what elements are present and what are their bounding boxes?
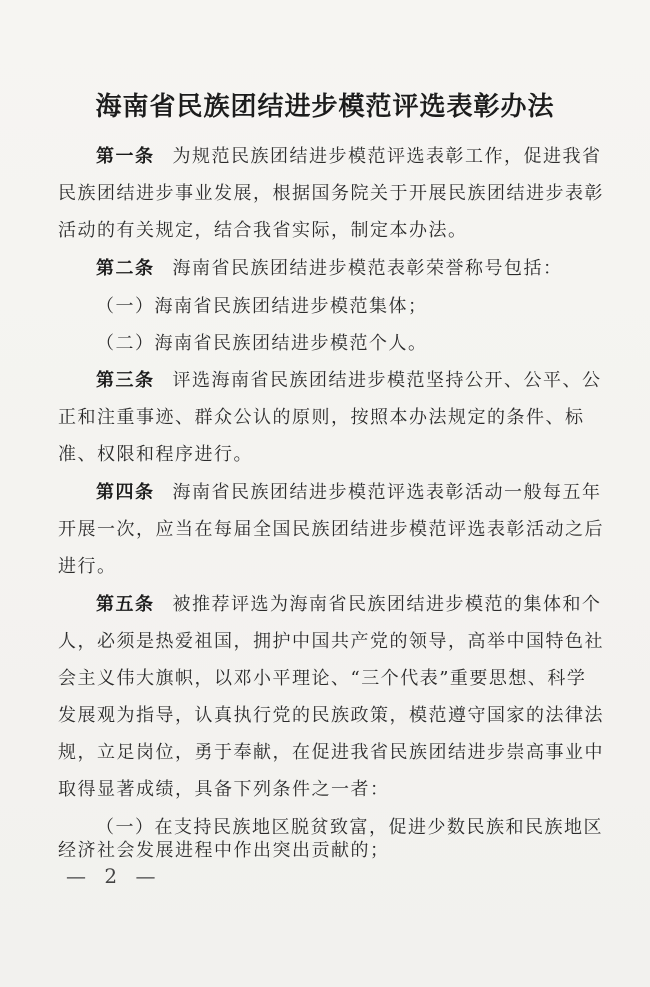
article-1-line-3: 活动的有关规定，结合我省实际，制定本办法。 — [58, 220, 468, 241]
page-number: — 2 — — [66, 864, 162, 888]
document-title: 海南省民族团结进步模范评选表彰办法 — [95, 92, 555, 122]
article-5-item-1-line-2: 经济社会发展进程中作出突出贡献的； — [58, 840, 390, 861]
article-2-heading: 第二条 — [96, 258, 155, 279]
article-4-line-1 — [96, 482, 636, 504]
article-1-line-2: 民族团结进步事业发展，根据国务院关于开展民族团结进步表彰 — [58, 183, 604, 204]
article-5-line-6: 取得显著成绩，具备下列条件之一者： — [58, 779, 390, 800]
article-5-heading: 第五条 — [96, 594, 155, 615]
article-4-text: 海南省民族团结进步模范评选表彰活动一般每五年 — [172, 482, 602, 503]
article-3-heading: 第三条 — [96, 370, 155, 391]
article-3-line-1 — [96, 370, 636, 392]
article-5-item-1-line-1: （一）在支持民族地区脱贫致富，促进少数民族和民族地区 — [96, 817, 603, 838]
article-3-text: 评选海南省民族团结进步模范坚持公开、公平、公 — [172, 370, 602, 391]
article-4-line-2: 开展一次，应当在每届全国民族团结进步模范评选表彰活动之后 — [58, 519, 604, 540]
article-1-text: 为规范民族团结进步模范评选表彰工作，促进我省 — [172, 146, 602, 167]
article-2-item-2: （二）海南省民族团结进步模范个人。 — [96, 333, 428, 354]
article-4-line-3: 进行。 — [58, 556, 117, 577]
article-5-line-1 — [96, 594, 636, 616]
article-1-line-1 — [96, 146, 636, 168]
article-5-line-5: 规，立足岗位，勇于奉献，在促进我省民族团结进步崇高事业中 — [58, 742, 604, 763]
article-5-text: 被推荐评选为海南省民族团结进步模范的集体和个 — [172, 594, 602, 615]
article-2-text: 海南省民族团结进步模范表彰荣誉称号包括： — [172, 258, 563, 279]
article-2-item-1: （一）海南省民族团结进步模范集体； — [96, 296, 428, 317]
article-4-heading: 第四条 — [96, 482, 155, 503]
article-5-line-2: 人，必须是热爱祖国，拥护中国共产党的领导，高举中国特色社 — [58, 631, 604, 652]
article-1-heading: 第一条 — [96, 146, 155, 167]
article-2-line-1 — [96, 258, 636, 280]
article-5-line-3: 会主义伟大旗帜，以邓小平理论、“三个代表”重要思想、科学 — [58, 668, 587, 689]
article-3-line-3: 准、权限和程序进行。 — [58, 444, 253, 465]
article-3-line-2: 正和注重事迹、群众公认的原则，按照本办法规定的条件、标 — [58, 407, 585, 428]
article-5-line-4: 发展观为指导，认真执行党的民族政策，模范遵守国家的法律法 — [58, 705, 604, 726]
